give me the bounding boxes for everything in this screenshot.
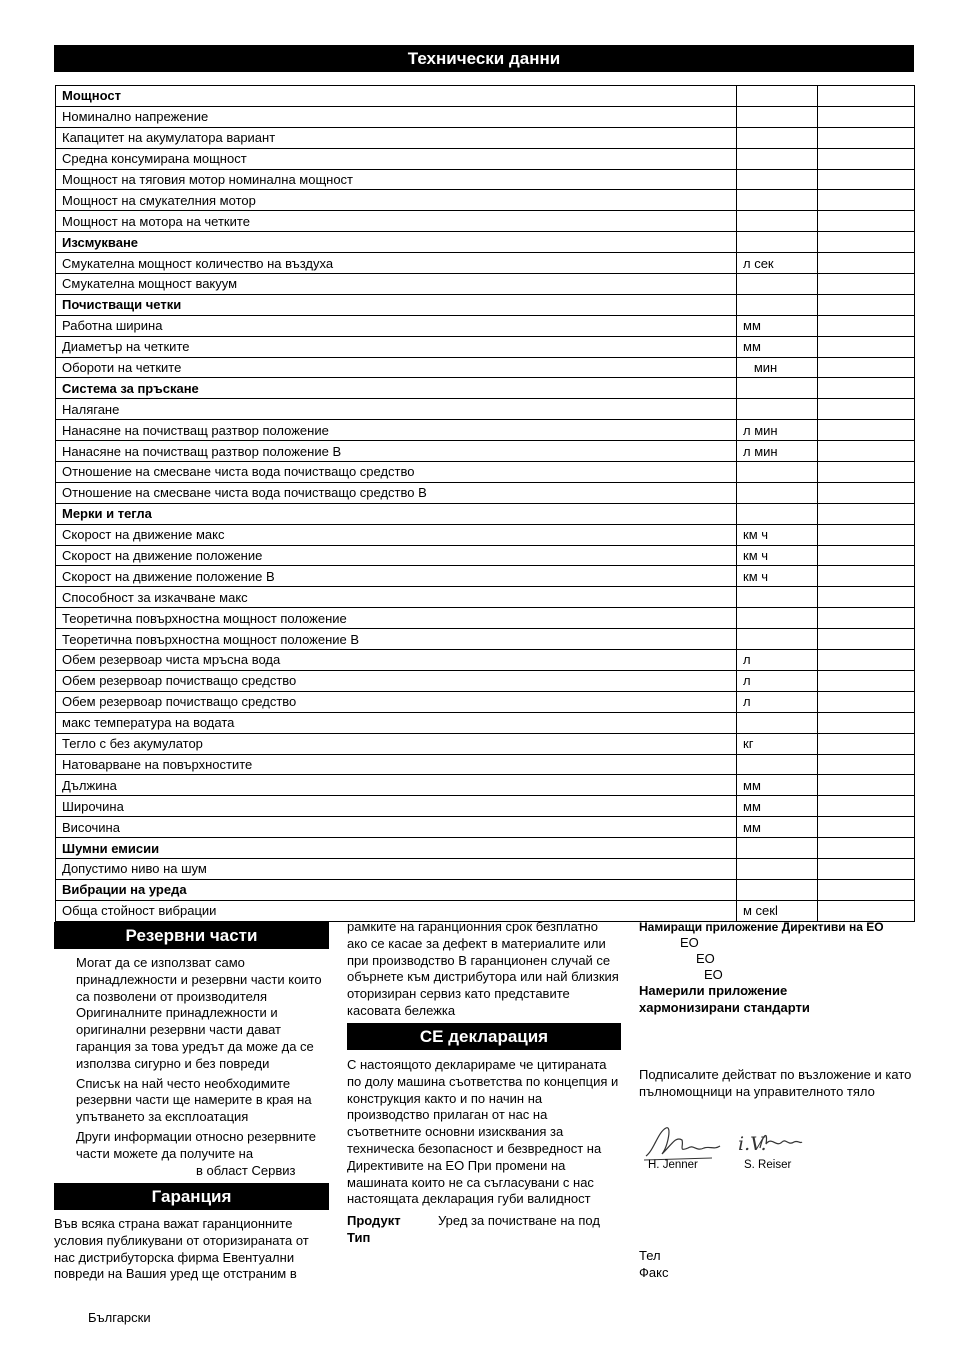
spec-value bbox=[818, 232, 915, 253]
spec-unit: л мин bbox=[737, 420, 818, 441]
ce-declaration-heading: CE декларация bbox=[347, 1023, 621, 1050]
table-row bbox=[56, 650, 915, 671]
spec-label: Дължина bbox=[56, 775, 737, 796]
spec-unit: мм bbox=[737, 817, 818, 838]
spec-label: Номинално напрежение bbox=[56, 106, 737, 127]
spec-value bbox=[818, 754, 915, 775]
section-label: Система за пръскане bbox=[56, 378, 737, 399]
spec-value bbox=[818, 796, 915, 817]
table-row bbox=[56, 524, 915, 545]
spec-label: Натоварване на повърхностите bbox=[56, 754, 737, 775]
spec-value bbox=[818, 691, 915, 712]
table-section-header bbox=[56, 86, 915, 107]
spare-parts-text-2: Списък на най често необходимите резервни части ще намерите в края на упътването за експлоатация bbox=[76, 1075, 312, 1125]
spec-label: Диаметър на четките bbox=[56, 336, 737, 357]
spec-label: Тегло с без акумулатор bbox=[56, 733, 737, 754]
spec-unit: мм bbox=[737, 336, 818, 357]
table-row bbox=[56, 253, 915, 274]
spec-unit: л bbox=[737, 670, 818, 691]
spec-value bbox=[818, 253, 915, 274]
spec-label: Отношение на смесване чиста вода почистващо средство bbox=[56, 462, 737, 483]
spec-label: Теоретична повърхностна мощност положение bbox=[56, 608, 737, 629]
section-label: Мерки и тегла bbox=[56, 503, 737, 524]
spec-unit: л bbox=[737, 650, 818, 671]
table-row bbox=[56, 420, 915, 441]
spec-value bbox=[818, 441, 915, 462]
table-row bbox=[56, 775, 915, 796]
spec-unit bbox=[737, 232, 818, 253]
section-label: Почистващи четки bbox=[56, 294, 737, 315]
spec-label: Налягане bbox=[56, 399, 737, 420]
spec-unit: км ч bbox=[737, 545, 818, 566]
table-row bbox=[56, 482, 915, 503]
spec-value bbox=[818, 190, 915, 211]
spec-label: Мощност на смукателния мотор bbox=[56, 190, 737, 211]
spec-unit bbox=[737, 274, 818, 295]
section-label: Изсмукване bbox=[56, 232, 737, 253]
table-row bbox=[56, 566, 915, 587]
spec-value bbox=[818, 858, 915, 879]
table-row bbox=[56, 900, 915, 921]
spec-label: Широчина bbox=[56, 796, 737, 817]
spec-label: Капацитет на акумулатора вариант bbox=[56, 127, 737, 148]
table-row bbox=[56, 148, 915, 169]
spec-label: Мощност на тяговия мотор номинална мощност bbox=[56, 169, 737, 190]
spec-label: Скорост на движение положение bbox=[56, 545, 737, 566]
warranty-text: Във всяка страна важат гаранционните условия публикувани от оторизираната от нас дистрибуторска фирма Евентуални повреди на Вашия уред ще отстраним в bbox=[54, 1216, 309, 1282]
signatories-text: Подписалите действат по възложение и като пълномощници на управителното тяло bbox=[639, 1067, 912, 1099]
spec-unit bbox=[737, 86, 818, 107]
spec-value bbox=[818, 86, 915, 107]
directive-item-2: ЕО bbox=[696, 951, 715, 966]
product-value: Уред за почистване на под bbox=[438, 1213, 600, 1228]
table-row bbox=[56, 462, 915, 483]
standards-heading: Намерили приложение хармонизирани стандарти bbox=[639, 983, 810, 1015]
spec-label: Обща стойност вибрации bbox=[56, 900, 737, 921]
spec-value bbox=[818, 378, 915, 399]
spec-unit bbox=[737, 608, 818, 629]
spec-label: макс температура на водата bbox=[56, 712, 737, 733]
spec-label: Способност за изкачване макс bbox=[56, 587, 737, 608]
spec-label: Смукателна мощност количество на въздуха bbox=[56, 253, 737, 274]
table-row bbox=[56, 712, 915, 733]
table-row bbox=[56, 211, 915, 232]
spec-value bbox=[818, 106, 915, 127]
spec-unit bbox=[737, 294, 818, 315]
spec-label: Мощност на мотора на четките bbox=[56, 211, 737, 232]
table-row bbox=[56, 399, 915, 420]
spec-unit bbox=[737, 629, 818, 650]
spec-unit bbox=[737, 482, 818, 503]
spare-parts-text-4: в област Сервиз bbox=[196, 1162, 296, 1178]
spec-unit: м секl bbox=[737, 900, 818, 921]
spec-unit bbox=[737, 462, 818, 483]
spec-unit: мм bbox=[737, 775, 818, 796]
spec-value bbox=[818, 879, 915, 900]
footer-language: Български bbox=[88, 1310, 151, 1325]
signatory-name-1: H. Jenner bbox=[648, 1159, 698, 1171]
spec-value bbox=[818, 650, 915, 671]
directive-item-1: ЕО bbox=[680, 935, 699, 950]
table-section-header bbox=[56, 232, 915, 253]
spec-label: Обем резервоар чиста мръсна вода bbox=[56, 650, 737, 671]
spec-unit bbox=[737, 858, 818, 879]
directives-heading: Намиращи приложение Директиви на ЕО bbox=[639, 920, 884, 934]
tel-label: Тел bbox=[639, 1248, 661, 1263]
spec-unit bbox=[737, 587, 818, 608]
spec-label: Нанасяне на почистващ разтвор положение bbox=[56, 420, 737, 441]
spec-label: Скорост на движение положение B bbox=[56, 566, 737, 587]
spec-unit bbox=[737, 378, 818, 399]
spec-value bbox=[818, 336, 915, 357]
spec-unit bbox=[737, 754, 818, 775]
spec-value bbox=[818, 900, 915, 921]
table-row bbox=[56, 754, 915, 775]
spec-value bbox=[818, 357, 915, 378]
spec-unit: кг bbox=[737, 733, 818, 754]
section-label: Мощност bbox=[56, 86, 737, 107]
spec-label: Средна консумирана мощност bbox=[56, 148, 737, 169]
table-row bbox=[56, 733, 915, 754]
spec-value bbox=[818, 566, 915, 587]
table-row bbox=[56, 670, 915, 691]
table-row bbox=[56, 106, 915, 127]
warranty-text-continued: рамките на гаранционния срок безплатно ако се касае за дефект в материалите или при производство В гаранционен случай се обърнете към дистрибутора или най близкия оторизиран сервиз като представите касовата бележка bbox=[347, 919, 619, 1018]
spec-value bbox=[818, 608, 915, 629]
section-label: Вибрации на уреда bbox=[56, 879, 737, 900]
spec-value bbox=[818, 545, 915, 566]
spec-value bbox=[818, 127, 915, 148]
spec-label: Височина bbox=[56, 817, 737, 838]
spec-value bbox=[818, 524, 915, 545]
spec-unit: км ч bbox=[737, 566, 818, 587]
spec-unit bbox=[737, 503, 818, 524]
ce-declaration-text: С настоящото декларираме че цитираната по долу машина съответства по концепция и конструкция както и по начин на производство прилаган от нас на съответните основни изисквания за техническа безопасност и безвредност на Директивите на ЕО При промени на машината които не са съгласувани с нас настоящата декларация губи валидност bbox=[347, 1057, 619, 1207]
svg-text:i.V.: i.V. bbox=[738, 1133, 767, 1155]
spec-unit bbox=[737, 127, 818, 148]
spare-parts-text-1: Могат да се използват само принадлежности и резервни части които са позволени от производителя Оригиналните принадлежности и оригинални резервни части дават гаранция за това уредът да може да се използва сигурно и без повреди bbox=[76, 955, 322, 1071]
spec-label: Отношение на смесване чиста вода почистващо средство B bbox=[56, 482, 737, 503]
spec-unit: мин bbox=[737, 357, 818, 378]
table-row bbox=[56, 274, 915, 295]
spec-unit bbox=[737, 190, 818, 211]
spec-unit bbox=[737, 399, 818, 420]
table-row bbox=[56, 545, 915, 566]
table-row bbox=[56, 127, 915, 148]
table-row bbox=[56, 608, 915, 629]
spec-label: Скорост на движение макс bbox=[56, 524, 737, 545]
spec-value bbox=[818, 420, 915, 441]
spare-parts-text-3: Други информации относно резервните части можете да получите на bbox=[76, 1128, 317, 1161]
spec-value bbox=[818, 274, 915, 295]
spec-value bbox=[818, 587, 915, 608]
table-section-header bbox=[56, 503, 915, 524]
spec-unit: л мин bbox=[737, 441, 818, 462]
spec-label: Смукателна мощност вакуум bbox=[56, 274, 737, 295]
table-row bbox=[56, 817, 915, 838]
spec-unit: мм bbox=[737, 796, 818, 817]
spec-value bbox=[818, 670, 915, 691]
spec-value bbox=[818, 211, 915, 232]
spec-unit bbox=[737, 838, 818, 859]
section-label: Шумни емисии bbox=[56, 838, 737, 859]
product-label: Продукт bbox=[347, 1213, 401, 1228]
table-row bbox=[56, 858, 915, 879]
spec-label: Теоретична повърхностна мощност положение B bbox=[56, 629, 737, 650]
warranty-heading: Гаранция bbox=[54, 1183, 329, 1210]
spec-value bbox=[818, 629, 915, 650]
spec-value bbox=[818, 482, 915, 503]
spec-unit bbox=[737, 169, 818, 190]
spec-value bbox=[818, 169, 915, 190]
spec-value bbox=[818, 838, 915, 859]
spare-parts-heading: Резервни части bbox=[54, 922, 329, 949]
spare-parts-section bbox=[54, 955, 329, 1179]
spec-unit bbox=[737, 712, 818, 733]
spec-value bbox=[818, 775, 915, 796]
spec-label: Обем резервоар почистващо средство bbox=[56, 670, 737, 691]
spec-label: Работна ширина bbox=[56, 315, 737, 336]
table-row bbox=[56, 357, 915, 378]
table-row bbox=[56, 169, 915, 190]
technical-data-table bbox=[55, 85, 915, 922]
spec-unit: л bbox=[737, 691, 818, 712]
spec-value bbox=[818, 399, 915, 420]
spec-unit: км ч bbox=[737, 524, 818, 545]
spec-unit: мм bbox=[737, 315, 818, 336]
table-row bbox=[56, 441, 915, 462]
table-row bbox=[56, 336, 915, 357]
spec-value bbox=[818, 294, 915, 315]
spec-label: Нанасяне на почистващ разтвор положение B bbox=[56, 441, 737, 462]
spec-unit bbox=[737, 879, 818, 900]
table-row bbox=[56, 315, 915, 336]
spec-unit bbox=[737, 148, 818, 169]
fax-label: Факс bbox=[639, 1265, 669, 1280]
spec-value bbox=[818, 817, 915, 838]
spec-label: Обороти на четките bbox=[56, 357, 737, 378]
page-title: Технически данни bbox=[54, 45, 914, 72]
type-label: Тип bbox=[347, 1230, 371, 1245]
table-row bbox=[56, 629, 915, 650]
spec-label: Допустимо ниво на шум bbox=[56, 858, 737, 879]
spec-value bbox=[818, 712, 915, 733]
table-row bbox=[56, 190, 915, 211]
table-row bbox=[56, 587, 915, 608]
spec-unit: л сек bbox=[737, 253, 818, 274]
directive-item-3: ЕО bbox=[704, 967, 723, 982]
spec-value bbox=[818, 462, 915, 483]
spec-value bbox=[818, 148, 915, 169]
spec-label: Обем резервоар почистващо средство bbox=[56, 691, 737, 712]
spec-unit bbox=[737, 211, 818, 232]
spec-unit bbox=[737, 106, 818, 127]
signatory-name-2: S. Reiser bbox=[744, 1159, 792, 1171]
table-row bbox=[56, 691, 915, 712]
spec-value bbox=[818, 503, 915, 524]
table-section-header bbox=[56, 378, 915, 399]
table-section-header bbox=[56, 294, 915, 315]
table-row bbox=[56, 796, 915, 817]
spec-value bbox=[818, 733, 915, 754]
table-section-header bbox=[56, 879, 915, 900]
spec-value bbox=[818, 315, 915, 336]
table-section-header bbox=[56, 838, 915, 859]
